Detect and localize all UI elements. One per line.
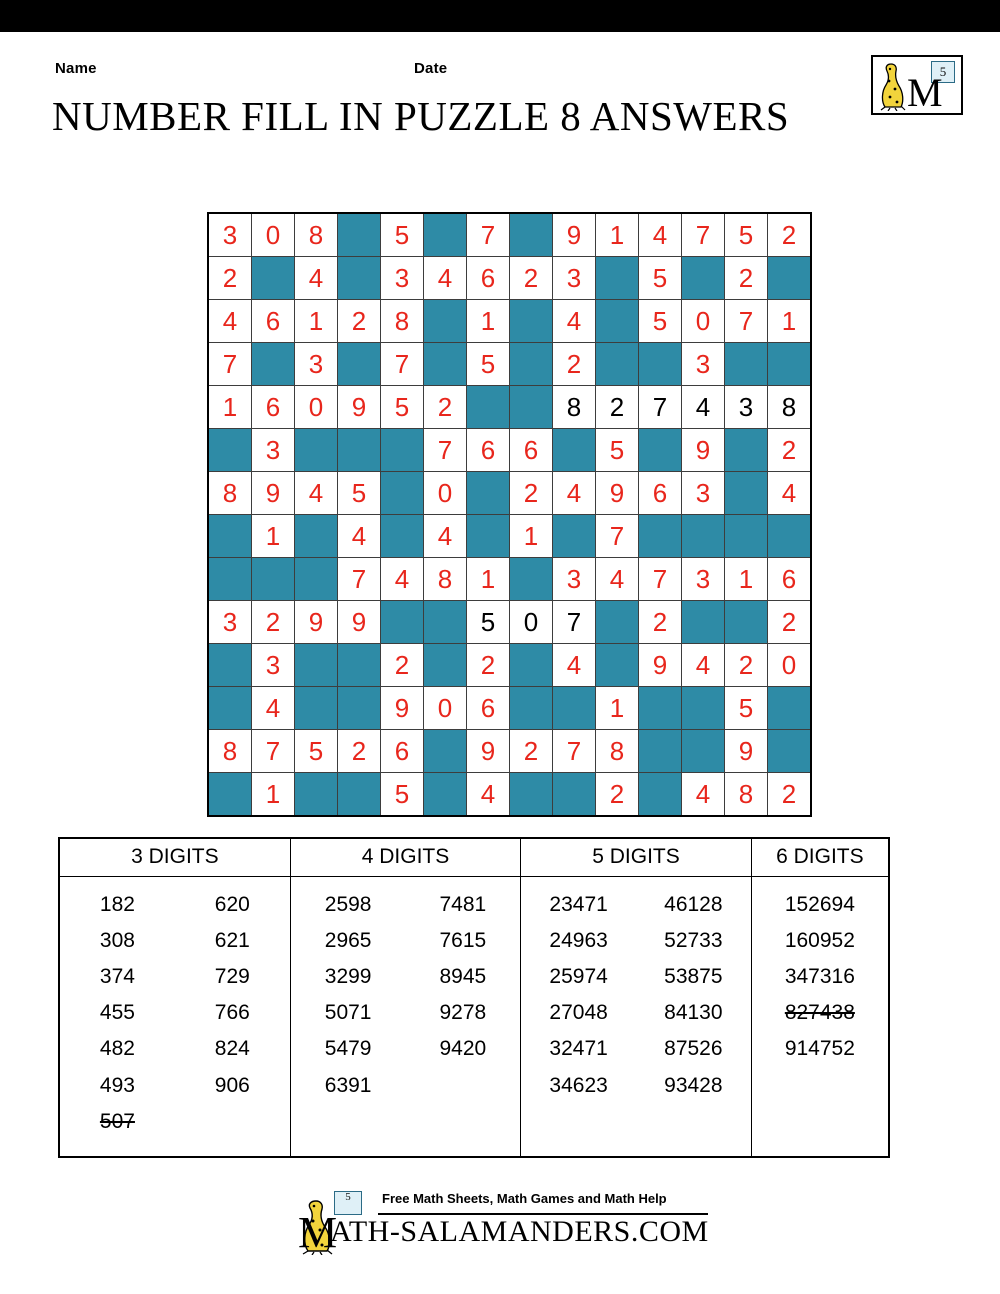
grid-cell: 9	[338, 601, 381, 644]
word-bank-entry: 152694	[784, 893, 855, 916]
word-bank-entry: 23471	[549, 893, 608, 916]
grid-row	[208, 257, 811, 300]
word-bank-column	[656, 887, 730, 1104]
grid-row	[208, 558, 811, 601]
word-bank-column	[542, 887, 616, 1104]
grid-cell: 2	[208, 257, 252, 300]
footer	[0, 1187, 1000, 1272]
grid-cell: 9	[467, 730, 510, 773]
word-bank-entry: 347316	[784, 965, 855, 989]
grid-cell-blocked	[725, 343, 768, 386]
grid-cell-blocked	[424, 601, 467, 644]
word-bank-entry: 87526	[664, 1037, 723, 1061]
word-bank-entry: 93428	[664, 1073, 723, 1097]
grid-cell: 2	[768, 773, 812, 817]
footer-site-url: ATH-SALAMANDERS.COM	[330, 1215, 709, 1248]
word-bank-entry: 914752	[784, 1037, 855, 1061]
grid-cell-blocked	[338, 257, 381, 300]
grid-cell: 4	[553, 300, 596, 343]
grid-cell: 6	[467, 687, 510, 730]
grid-cell-blocked	[295, 558, 338, 601]
word-bank-entry: 46128	[664, 893, 723, 916]
grid-cell-blocked	[639, 429, 682, 472]
grid-cell: 1	[252, 773, 295, 817]
grid-cell: 6	[252, 386, 295, 429]
grid-cell: 7	[596, 515, 639, 558]
grid-cell: 8	[208, 730, 252, 773]
grid-row	[208, 213, 811, 257]
grid-cell: 1	[725, 558, 768, 601]
word-bank-entry: 482	[99, 1037, 135, 1061]
grid-cell: 3	[725, 386, 768, 429]
grid-cell-blocked	[424, 300, 467, 343]
grid-row	[208, 343, 811, 386]
grid-cell-blocked	[510, 386, 553, 429]
grid-cell: 1	[467, 558, 510, 601]
grid-cell-blocked	[295, 429, 338, 472]
grid-cell: 4	[424, 257, 467, 300]
grid-cell: 4	[553, 472, 596, 515]
page-title: NUMBER FILL IN PUZZLE 8 ANSWERS	[52, 93, 790, 139]
grid-cell: 9	[252, 472, 295, 515]
word-bank-entry: 9420	[439, 1037, 487, 1061]
grid-cell-blocked	[768, 343, 812, 386]
grid-cell: 4	[596, 558, 639, 601]
grid-cell-blocked	[596, 601, 639, 644]
word-bank-column	[783, 887, 857, 1068]
grid-cell: 2	[467, 644, 510, 687]
grid-cell-blocked	[467, 386, 510, 429]
grid-cell-blocked	[381, 429, 424, 472]
word-bank-columns	[291, 887, 520, 1104]
grid-cell: 3	[682, 343, 725, 386]
word-bank-entry: 32471	[549, 1037, 608, 1061]
grid-cell-blocked	[553, 515, 596, 558]
word-bank-entry: 2598	[324, 893, 372, 916]
table-row	[59, 877, 889, 1157]
grid-cell-blocked	[725, 601, 768, 644]
grid-cell: 5	[725, 687, 768, 730]
grid-cell-blocked	[338, 687, 381, 730]
grid-cell: 4	[682, 773, 725, 817]
grid-cell: 7	[381, 343, 424, 386]
grid-cell-blocked	[295, 773, 338, 817]
logo-m-letter: M	[907, 70, 940, 115]
grid-cell: 6	[381, 730, 424, 773]
footer-logo-number: 5	[345, 1191, 351, 1203]
logo-number-badge: 5	[931, 61, 955, 83]
grid-cell: 9	[596, 472, 639, 515]
grid-cell: 1	[208, 386, 252, 429]
grid-cell: 4	[682, 644, 725, 687]
grid-cell: 1	[467, 300, 510, 343]
grid-cell-blocked	[338, 429, 381, 472]
grid-cell: 3	[682, 472, 725, 515]
grid-cell-blocked	[338, 773, 381, 817]
grid-cell: 8	[768, 386, 812, 429]
footer-tagline: Free Math Sheets, Math Games and Math Help	[382, 1191, 667, 1206]
grid-cell-blocked	[510, 773, 553, 817]
grid-cell: 2	[768, 601, 812, 644]
column-header-4-digits: 4 DIGITS	[290, 838, 520, 877]
grid-cell: 7	[467, 213, 510, 257]
grid-row	[208, 300, 811, 343]
grid-cell: 4	[467, 773, 510, 817]
grid-cell-blocked	[682, 730, 725, 773]
grid-cell-blocked	[639, 730, 682, 773]
grid-cell: 9	[682, 429, 725, 472]
grid-cell-blocked	[768, 730, 812, 773]
grid-cell-blocked	[596, 644, 639, 687]
grid-cell: 4	[208, 300, 252, 343]
grid-cell-blocked	[639, 515, 682, 558]
grid-cell: 0	[424, 687, 467, 730]
grid-cell: 0	[295, 386, 338, 429]
grid-cell: 3	[252, 644, 295, 687]
grid-cell-blocked	[424, 343, 467, 386]
grid-cell: 5	[467, 343, 510, 386]
grid-cell-blocked	[553, 429, 596, 472]
word-bank-columns	[521, 887, 750, 1104]
grid-cell: 2	[639, 601, 682, 644]
grid-cell-blocked	[295, 687, 338, 730]
word-bank-entry: 8945	[439, 965, 487, 989]
word-bank-entry: 766	[214, 1001, 250, 1025]
grid-cell: 5	[639, 300, 682, 343]
word-bank-entry: 5071	[324, 1001, 372, 1025]
worksheet-page	[0, 32, 1000, 1294]
word-bank-columns	[60, 887, 290, 1140]
word-bank-entry: 24963	[549, 929, 608, 953]
grid-cell-blocked	[510, 558, 553, 601]
grid-cell-blocked	[596, 300, 639, 343]
word-bank-entry: 9278	[439, 1001, 487, 1025]
grid-cell: 8	[725, 773, 768, 817]
grid-cell: 8	[295, 213, 338, 257]
word-bank-entry: 34623	[549, 1073, 608, 1097]
word-bank-column	[195, 887, 269, 1140]
column-header-5-digits: 5 DIGITS	[521, 838, 751, 877]
grid-cell: 2	[596, 386, 639, 429]
grid-cell: 4	[768, 472, 812, 515]
grid-cell: 1	[768, 300, 812, 343]
grid-cell: 2	[510, 730, 553, 773]
grid-cell: 7	[338, 558, 381, 601]
grid-cell: 4	[682, 386, 725, 429]
grid-cell-blocked	[768, 257, 812, 300]
grid-cell: 9	[553, 213, 596, 257]
grid-cell: 1	[295, 300, 338, 343]
grid-cell: 2	[596, 773, 639, 817]
grid-cell: 3	[295, 343, 338, 386]
grid-cell: 1	[596, 213, 639, 257]
grid-cell: 2	[768, 429, 812, 472]
grid-cell: 5	[639, 257, 682, 300]
word-bank-entry: 160952	[784, 929, 855, 953]
grid-cell-blocked	[768, 687, 812, 730]
grid-cell-blocked	[338, 644, 381, 687]
grid-cell-blocked	[338, 213, 381, 257]
grid-row	[208, 687, 811, 730]
word-bank-column	[426, 887, 500, 1104]
grid-row	[208, 730, 811, 773]
grid-cell-blocked	[208, 429, 252, 472]
grid-cell: 5	[338, 472, 381, 515]
grid-cell: 9	[639, 644, 682, 687]
word-bank-entry-used: 827438	[784, 1001, 855, 1025]
grid-cell: 7	[553, 601, 596, 644]
grid-cell: 6	[467, 257, 510, 300]
word-bank-group	[290, 877, 520, 1157]
grid-cell: 2	[725, 257, 768, 300]
grid-cell-blocked	[424, 773, 467, 817]
grid-cell: 8	[596, 730, 639, 773]
grid-cell-blocked	[208, 558, 252, 601]
grid-row	[208, 472, 811, 515]
grid-cell: 4	[295, 257, 338, 300]
name-label: Name	[55, 60, 97, 77]
grid-cell: 0	[682, 300, 725, 343]
grid-cell: 5	[295, 730, 338, 773]
grid-cell-blocked	[252, 343, 295, 386]
grid-cell: 4	[381, 558, 424, 601]
grid-cell-blocked	[639, 687, 682, 730]
word-bank-entry: 53875	[664, 965, 723, 989]
grid-cell: 8	[208, 472, 252, 515]
grid-cell: 5	[381, 773, 424, 817]
footer-m-letter: M	[298, 1208, 335, 1257]
grid-cell: 2	[510, 257, 553, 300]
grid-cell: 4	[295, 472, 338, 515]
grid-cell: 7	[553, 730, 596, 773]
grid-cell-blocked	[467, 515, 510, 558]
word-bank-entry: 824	[214, 1037, 250, 1061]
date-label: Date	[414, 60, 448, 77]
grid-cell: 5	[596, 429, 639, 472]
math-salamanders-logo	[871, 55, 963, 115]
word-bank-group	[521, 877, 751, 1157]
grid-cell: 7	[424, 429, 467, 472]
grid-cell-blocked	[510, 644, 553, 687]
grid-cell-blocked	[682, 257, 725, 300]
word-bank-entry: 3299	[324, 965, 372, 989]
grid-cell-blocked	[424, 730, 467, 773]
grid-cell: 7	[208, 343, 252, 386]
grid-cell-blocked	[596, 343, 639, 386]
grid-cell: 4	[424, 515, 467, 558]
grid-cell: 6	[252, 300, 295, 343]
word-bank-entry: 308	[99, 929, 135, 953]
grid-cell: 2	[252, 601, 295, 644]
footer-logo-block	[290, 1187, 710, 1267]
word-bank-column	[311, 887, 385, 1104]
grid-cell-blocked	[208, 515, 252, 558]
word-bank-entry: 182	[99, 893, 135, 916]
grid-cell: 3	[682, 558, 725, 601]
grid-cell: 7	[639, 386, 682, 429]
word-bank-header-row	[59, 838, 889, 877]
grid-row	[208, 644, 811, 687]
word-bank-entry: 2965	[324, 929, 372, 953]
grid-cell: 2	[768, 213, 812, 257]
word-bank-columns	[752, 887, 888, 1068]
grid-cell-blocked	[553, 687, 596, 730]
grid-cell: 5	[381, 386, 424, 429]
grid-cell-blocked	[682, 601, 725, 644]
grid-cell: 3	[553, 257, 596, 300]
grid-cell: 6	[467, 429, 510, 472]
grid-cell-blocked	[725, 515, 768, 558]
grid-cell: 8	[424, 558, 467, 601]
word-bank-entry: 906	[214, 1073, 250, 1097]
grid-cell-blocked	[510, 213, 553, 257]
grid-cell: 8	[381, 300, 424, 343]
grid-cell: 4	[252, 687, 295, 730]
grid-cell-blocked	[596, 257, 639, 300]
grid-cell: 5	[467, 601, 510, 644]
grid-cell-blocked	[725, 429, 768, 472]
grid-row	[208, 429, 811, 472]
word-bank-entry: 374	[99, 965, 135, 989]
grid-cell: 1	[252, 515, 295, 558]
grid-cell-blocked	[639, 343, 682, 386]
grid-cell: 5	[725, 213, 768, 257]
grid-cell: 4	[553, 644, 596, 687]
column-header-3-digits: 3 DIGITS	[59, 838, 290, 877]
word-bank-entry: 5479	[324, 1037, 372, 1061]
grid-cell: 3	[381, 257, 424, 300]
grid-cell: 9	[725, 730, 768, 773]
puzzle-grid-body	[208, 213, 811, 816]
grid-cell-blocked	[295, 644, 338, 687]
grid-cell: 7	[252, 730, 295, 773]
grid-cell: 0	[252, 213, 295, 257]
grid-cell: 3	[208, 213, 252, 257]
grid-cell-blocked	[252, 558, 295, 601]
grid-cell-blocked	[725, 472, 768, 515]
grid-cell-blocked	[424, 213, 467, 257]
word-bank-entry: 455	[99, 1001, 135, 1025]
grid-cell: 9	[338, 386, 381, 429]
grid-cell: 0	[768, 644, 812, 687]
grid-cell-blocked	[424, 644, 467, 687]
grid-cell-blocked	[208, 773, 252, 817]
grid-cell-blocked	[768, 515, 812, 558]
grid-cell: 7	[682, 213, 725, 257]
grid-cell: 6	[639, 472, 682, 515]
grid-cell: 3	[252, 429, 295, 472]
table-header-row	[59, 838, 889, 877]
grid-cell: 2	[424, 386, 467, 429]
grid-cell: 4	[338, 515, 381, 558]
word-bank-entry: 84130	[664, 1001, 723, 1025]
grid-cell: 6	[768, 558, 812, 601]
grid-cell-blocked	[338, 343, 381, 386]
word-bank-entry: 621	[214, 929, 250, 953]
grid-row	[208, 601, 811, 644]
word-bank-body	[59, 877, 889, 1157]
grid-cell-blocked	[510, 300, 553, 343]
grid-cell: 0	[424, 472, 467, 515]
top-black-band	[0, 0, 1000, 32]
grid-cell: 8	[553, 386, 596, 429]
grid-cell-blocked	[682, 515, 725, 558]
grid-cell-blocked	[381, 601, 424, 644]
word-bank-entry: 6391	[324, 1073, 372, 1097]
word-bank-group	[751, 877, 889, 1157]
grid-cell: 3	[208, 601, 252, 644]
grid-cell: 2	[338, 730, 381, 773]
grid-cell-blocked	[467, 472, 510, 515]
word-bank-entry: 729	[214, 965, 250, 989]
word-bank-table	[58, 837, 890, 1158]
word-bank-entry: 493	[99, 1073, 135, 1097]
grid-row	[208, 515, 811, 558]
grid-cell-blocked	[381, 515, 424, 558]
grid-cell-blocked	[381, 472, 424, 515]
word-bank-column	[80, 887, 154, 1140]
grid-cell: 2	[338, 300, 381, 343]
word-bank-entry: 25974	[549, 965, 608, 989]
word-bank-entry: 620	[214, 893, 250, 916]
word-bank-entry: 7481	[439, 893, 487, 916]
grid-cell-blocked	[682, 687, 725, 730]
grid-cell: 3	[553, 558, 596, 601]
grid-cell: 6	[510, 429, 553, 472]
grid-cell: 1	[510, 515, 553, 558]
grid-cell: 7	[725, 300, 768, 343]
grid-cell-blocked	[510, 687, 553, 730]
grid-cell: 2	[381, 644, 424, 687]
word-bank-entry: 7615	[439, 929, 487, 953]
grid-cell: 0	[510, 601, 553, 644]
grid-cell: 5	[381, 213, 424, 257]
puzzle-grid	[207, 212, 812, 817]
grid-cell: 4	[639, 213, 682, 257]
word-bank-entry: 27048	[549, 1001, 608, 1025]
word-bank-entry: 52733	[664, 929, 723, 953]
grid-cell-blocked	[208, 687, 252, 730]
grid-cell-blocked	[208, 644, 252, 687]
word-bank-entry-used: 507	[99, 1109, 135, 1133]
grid-cell-blocked	[252, 257, 295, 300]
grid-cell-blocked	[295, 515, 338, 558]
grid-cell-blocked	[510, 343, 553, 386]
grid-cell: 7	[639, 558, 682, 601]
grid-cell: 9	[295, 601, 338, 644]
grid-cell-blocked	[639, 773, 682, 817]
grid-cell: 2	[725, 644, 768, 687]
grid-row	[208, 773, 811, 817]
grid-row	[208, 386, 811, 429]
column-header-6-digits: 6 DIGITS	[751, 838, 889, 877]
salamander-icon	[877, 61, 911, 111]
grid-cell: 2	[553, 343, 596, 386]
grid-cell: 2	[510, 472, 553, 515]
grid-cell: 9	[381, 687, 424, 730]
word-bank-group	[59, 877, 290, 1157]
grid-cell-blocked	[553, 773, 596, 817]
grid-cell: 1	[596, 687, 639, 730]
footer-logo-number-badge	[334, 1191, 362, 1215]
